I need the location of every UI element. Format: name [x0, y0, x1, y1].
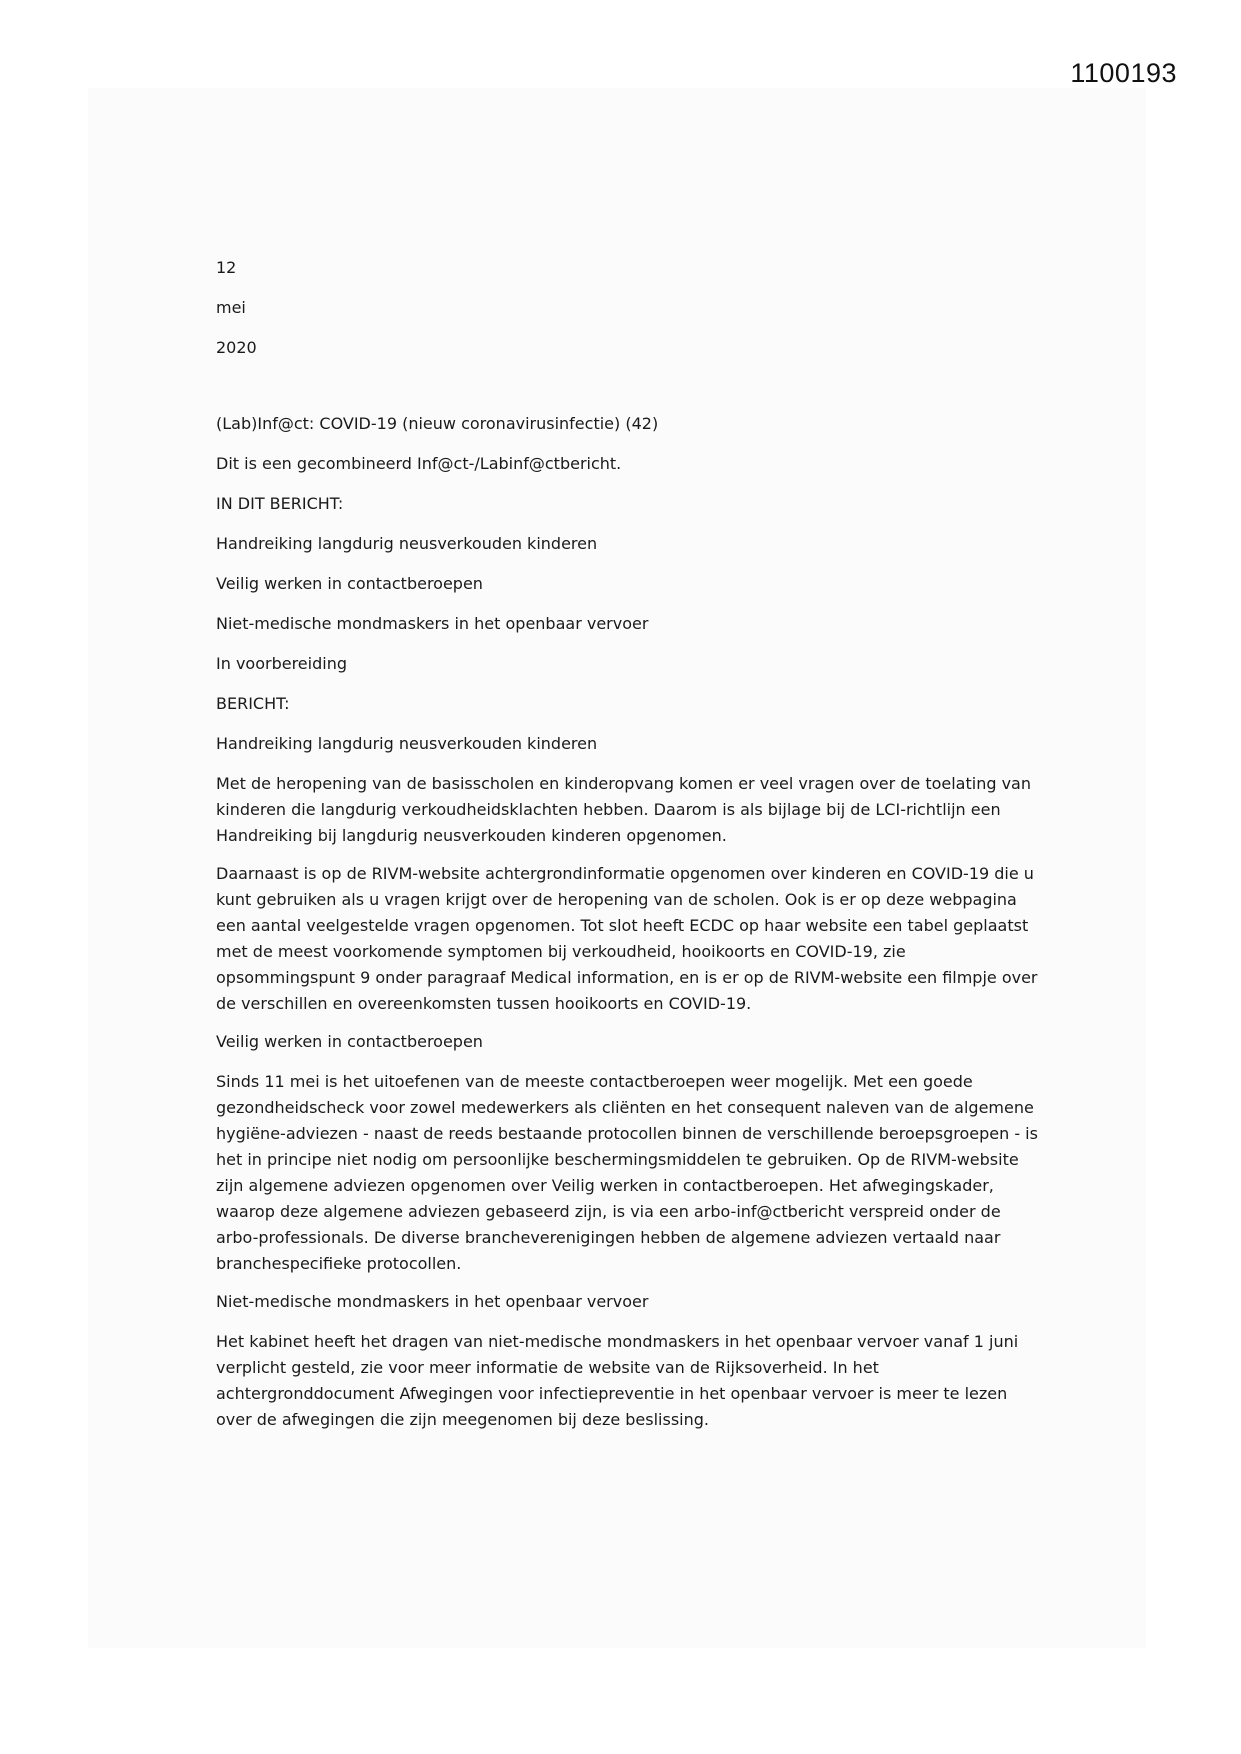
subject-line: (Lab)Inf@ct: COVID-19 (nieuw coronavirusinfectie) (42) — [216, 414, 659, 433]
document-number: 1100193 — [1070, 58, 1177, 88]
date-year: 2020 — [216, 338, 257, 357]
date-month: mei — [216, 298, 246, 317]
section-title: Niet-medische mondmaskers in het openbaar vervoer — [216, 1292, 649, 1311]
date-day: 12 — [216, 258, 237, 277]
message-heading: BERICHT: — [216, 694, 290, 713]
section-title: Handreiking langdurig neusverkouden kinderen — [216, 734, 598, 753]
toc-item: Handreiking langdurig neusverkouden kinderen — [216, 534, 598, 553]
toc-item: Veilig werken in contactberoepen — [216, 574, 483, 593]
intro-line: Dit is een gecombineerd Inf@ct-/Labinf@ctbericht. — [216, 454, 622, 473]
toc-heading: IN DIT BERICHT: — [216, 494, 344, 513]
section-paragraph: Met de heropening van de basisscholen en kinderopvang komen er veel vragen over de toelating van kinderen die langdurig verkoudheidsklachten hebben. Daarom is als bijlage bij de LCI-richtlijn een Handreiking bij langdurig neusverkouden kinderen opgenomen. — [216, 774, 1031, 845]
section-title: Veilig werken in contactberoepen — [216, 1032, 483, 1051]
section-paragraph: Daarnaast is op de RIVM-website achtergrondinformatie opgenomen over kinderen en COVID-19 die u kunt gebruiken als u vragen krijgt over de heropening van de scholen. Ook is er op deze webpagina een aantal veelgestelde vragen opgenomen. Tot slot heeft ECDC op haar website een tabel geplaatst met de meest voorkomende symptomen bij verkoudheid, hooikoorts en COVID-19, zie opsommingspunt 9 onder paragraaf Medical information, en is er op de RIVM-website een filmpje over de verschillen en overeenkomsten tussen hooikoorts en COVID-19. — [216, 864, 1038, 1013]
toc-item: In voorbereiding — [216, 654, 347, 673]
section-paragraph: Het kabinet heeft het dragen van niet-medische mondmaskers in het openbaar vervoer vanaf 1 juni verplicht gesteld, zie voor meer informatie de website van de Rijksoverheid. In het achtergronddocument Afwegingen voor infectiepreventie in het openbaar vervoer is meer te lezen over de afwegingen die zijn meegenomen bij deze beslissing. — [216, 1332, 1019, 1429]
section-paragraph: Sinds 11 mei is het uitoefenen van de meeste contactberoepen weer mogelijk. Met een goede gezondheidscheck voor zowel medewerkers als cliënten en het consequent naleven van de algemene hygiëne-adviezen - naast de reeds bestaande protocollen binnen de verschillende beroepsgroepen - is het in principe niet nodig om persoonlijke beschermingsmiddelen te gebruiken. Op de RIVM-website zijn algemene adviezen opgenomen over Veilig werken in contactberoepen. Het afwegingskader, waarop deze algemene adviezen gebaseerd zijn, is via een arbo-inf@ctbericht verspreid onder de arbo-professionals. De diverse brancheverenigingen hebben de algemene adviezen vertaald naar branchespecifieke protocollen. — [216, 1072, 1038, 1273]
date-block — [216, 255, 1046, 375]
document-body — [216, 255, 1046, 1445]
toc-item: Niet-medische mondmaskers in het openbaar vervoer — [216, 614, 649, 633]
